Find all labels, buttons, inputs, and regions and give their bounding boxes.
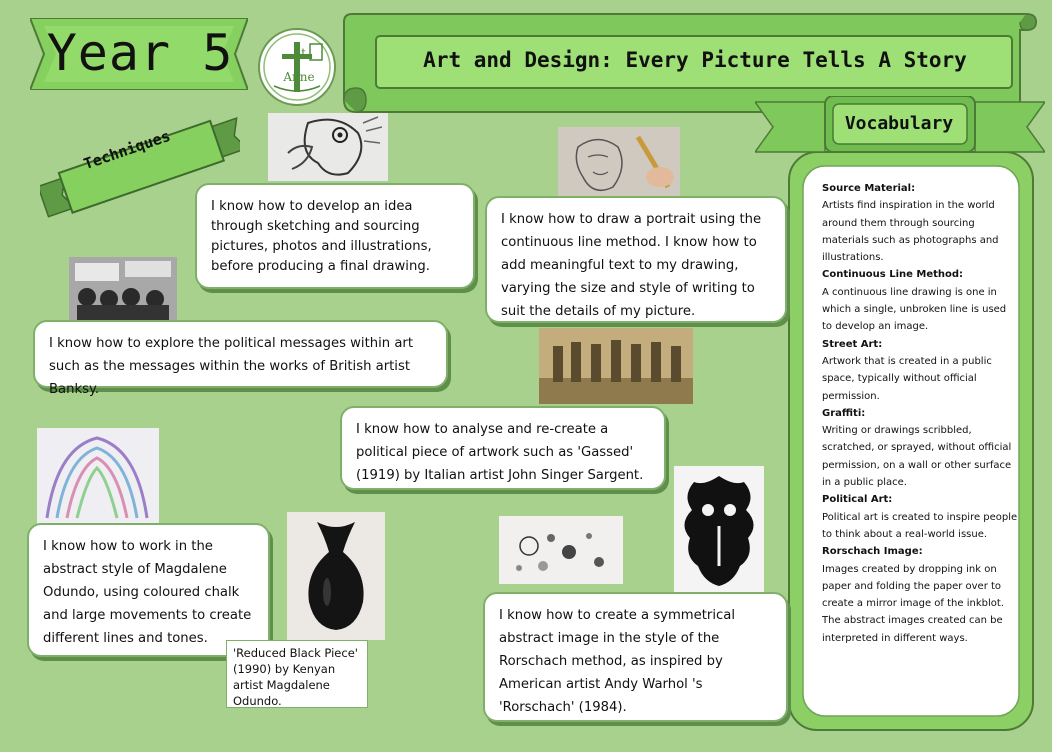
vocab-definition: Writing or drawings scribbled, scratched, or sprayed, without official permission, on a wall or other surface in a public place. [822,425,1012,489]
cross-icon [260,30,334,104]
ink-drop-image [499,516,623,584]
vocab-term: Continuous Line Method: [822,269,964,281]
vocab-definition: Political art is created to inspire people to think about a real-world issue. [822,511,1018,540]
vocabulary-title: Vocabulary [844,113,954,134]
technique-card-political: I know how to explore the political messages within art such as the messages within the works of British artist Banksy. [33,320,448,388]
technique-card-rorschach: I know how to create a symmetrical abstract image in the style of the Rorschach method, as inspired by American artist Andy Warhol 's 'Rorschach' (1984). [483,592,788,722]
parrot-sketch-image [268,113,388,181]
techniques-label: Techniques [81,126,173,174]
gassed-painting-image [539,328,693,404]
vocab-definition: Images created by dropping ink on paper and folding the paper over to create a mirror image of the inkblot. The abstract images created can be interpreted in different ways. [822,563,1004,644]
vocab-term: Graffiti: [822,407,866,419]
technique-card-portrait: I know how to draw a portrait using the continuous line method. I know how to add meaningful text to my drawing, varying the size and style of writing to suit the details of my picture. [485,196,787,323]
vocabulary-list [822,180,1018,700]
technique-card-abstract: I know how to work in the abstract style of Magdalene Odundo, using coloured chalk and large movements to create different lines and tones. [27,523,270,657]
school-logo [258,28,336,106]
vocab-term: Street Art: [822,338,883,350]
vocab-term: Rorschach Image: [822,546,923,558]
vocab-term: Political Art: [822,494,893,506]
rorschach-inkblot-image [674,466,764,594]
banksy-protest-image [69,257,177,323]
vocab-definition: Artwork that is created in a public space, typically without official permission. [822,355,992,402]
vocab-term: Source Material: [822,183,916,194]
logo-text-st: St [292,46,306,60]
chalk-abstract-image [37,428,159,524]
vocab-definition: Artists find inspiration in the world around them through sourcing materials such as photographs and illustrations. [822,200,999,264]
page-title: Art and Design: Every Picture Tells A Story [423,48,967,72]
technique-card-gassed: I know how to analyse and re-create a political piece of artwork such as 'Gassed' (1919) by Italian artist John Singer Sargent. [340,406,666,490]
year-label: Year 5 [46,24,234,82]
portrait-drawing-image [558,127,680,199]
vocab-definition: A continuous line drawing is one in which a single, unbroken line is used to develop an image. [822,286,1007,333]
black-vase-image [287,512,385,640]
vase-caption: 'Reduced Black Piece' (1990) by Kenyan artist Magdalene Odundo. [226,640,368,708]
technique-card-sketching: I know how to develop an idea through sketching and sourcing pictures, photos and illustrations, before producing a final drawing. [195,183,475,289]
logo-text-anne: Anne [283,70,315,84]
